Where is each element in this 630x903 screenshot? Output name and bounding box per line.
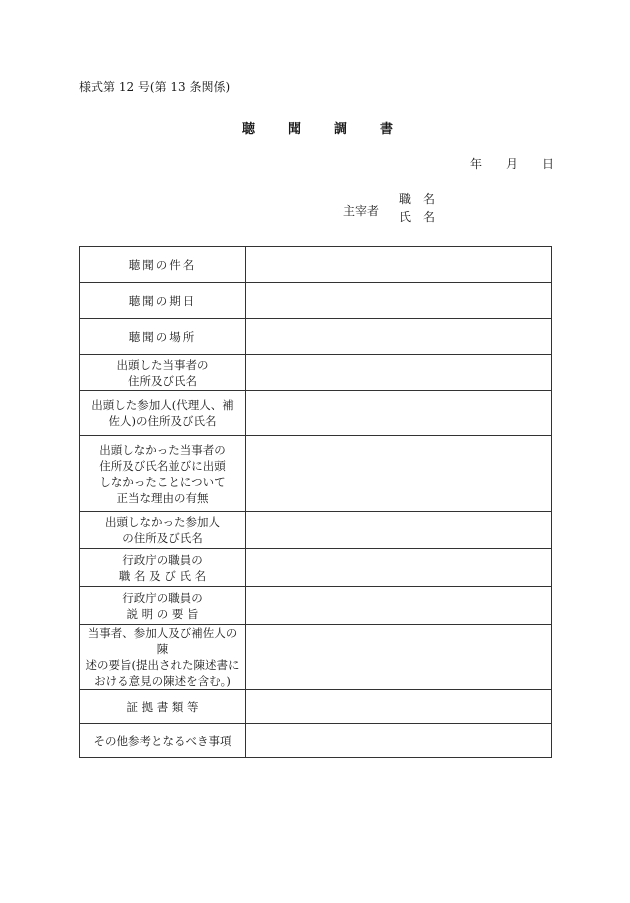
row-value[interactable] [246, 690, 552, 724]
table-row [80, 549, 552, 587]
table-row [80, 690, 552, 724]
date-year-label: 年 [470, 157, 483, 171]
row-value[interactable] [246, 283, 552, 319]
row-label: 行政庁の職員の 説 明 の 要 旨 [80, 587, 246, 625]
title-char-1: 聴 [242, 122, 256, 137]
table-row [80, 247, 552, 283]
row-value[interactable] [246, 355, 552, 391]
row-label: 出頭しなかった当事者の 住所及び氏名並びに出頭 しなかったことについて 正当な理由の有無 [80, 436, 246, 512]
row-value[interactable] [246, 436, 552, 512]
row-label: 聴聞の件名 [80, 247, 246, 283]
row-value[interactable] [246, 512, 552, 549]
presider-name-label: 氏 名 [399, 210, 436, 224]
row-label: 聴聞の期日 [80, 283, 246, 319]
row-label: 証 拠 書 類 等 [80, 690, 246, 724]
table-row [80, 391, 552, 436]
row-value[interactable] [246, 391, 552, 436]
row-value[interactable] [246, 247, 552, 283]
row-value[interactable] [246, 319, 552, 355]
title-char-3: 調 [334, 122, 348, 137]
row-label: その他参考となるべき事項 [80, 724, 246, 758]
presider-label: 主宰者 [343, 204, 380, 218]
presider-fields [399, 190, 447, 226]
document-title [242, 118, 393, 137]
row-value[interactable] [246, 587, 552, 625]
table-row [80, 625, 552, 690]
table-row [80, 355, 552, 391]
table-row [80, 319, 552, 355]
row-label: 出頭した参加人(代理人、補 佐人)の住所及び氏名 [80, 391, 246, 436]
hearing-record-table [79, 246, 552, 758]
table-row [80, 436, 552, 512]
row-value[interactable] [246, 724, 552, 758]
form-number: 様式第 12 号(第 13 条関係) [79, 80, 231, 94]
date-day-label: 日 [542, 157, 555, 171]
table-row [80, 512, 552, 549]
table-row [80, 587, 552, 625]
table-row [80, 724, 552, 758]
table-row [80, 283, 552, 319]
row-value[interactable] [246, 625, 552, 690]
title-char-4: 書 [380, 122, 394, 137]
row-label: 行政庁の職員の 職 名 及 び 氏 名 [80, 549, 246, 587]
presider-position-label: 職 名 [399, 192, 436, 206]
row-label: 聴聞の場所 [80, 319, 246, 355]
title-char-2: 聞 [288, 122, 302, 137]
date-line [470, 155, 554, 172]
date-month-label: 月 [506, 157, 519, 171]
row-label: 出頭した当事者の 住所及び氏名 [80, 355, 246, 391]
row-label: 当事者、参加人及び補佐人の陳 述の要旨(提出された陳述書に おける意見の陳述を含む。) [80, 625, 246, 690]
row-value[interactable] [246, 549, 552, 587]
row-label: 出頭しなかった参加人 の住所及び氏名 [80, 512, 246, 549]
